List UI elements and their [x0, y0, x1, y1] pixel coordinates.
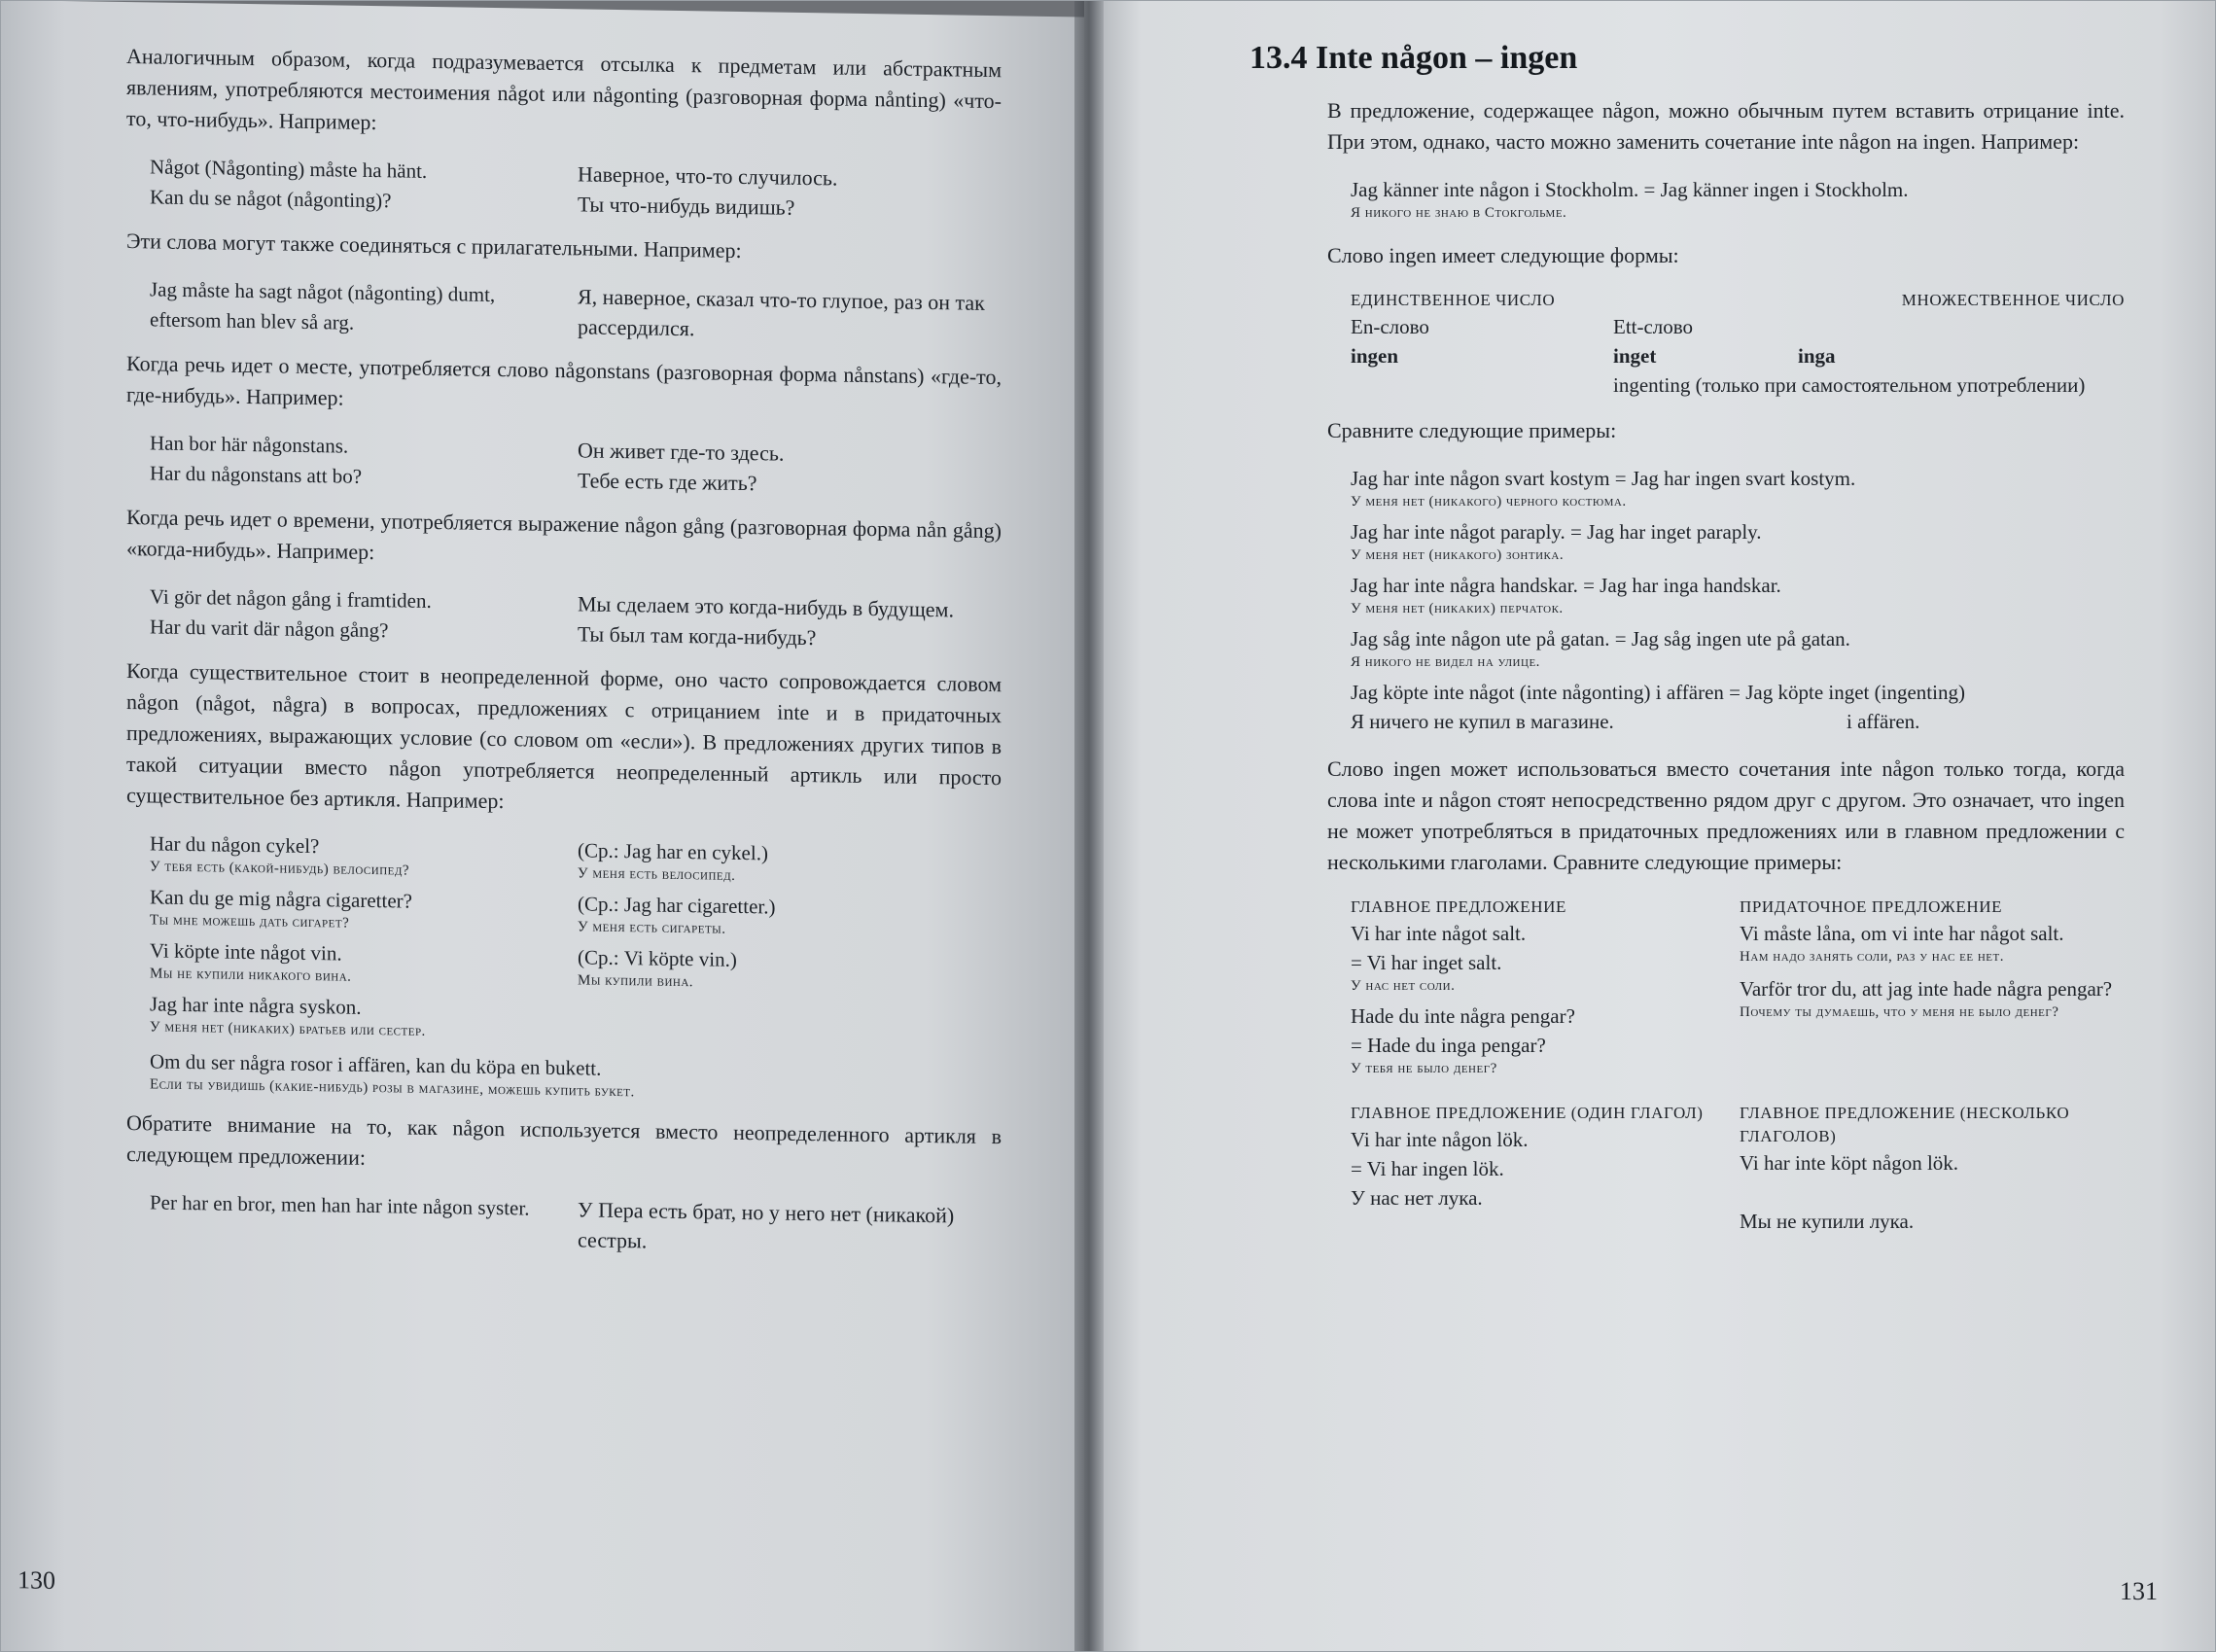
example-translation: У меня есть велосипед. [578, 865, 736, 884]
comparison-table-2 [1351, 1102, 2125, 1236]
table-sv: Vi måste låna, om vi inte har något salt. [1740, 922, 2064, 945]
example-item [578, 835, 1002, 896]
example-sv: Jag har inte några syskon. [150, 992, 362, 1019]
ett-extra-form: ingenting (только при самостоятельном употреблении) [1613, 373, 2086, 397]
right-page [1084, 0, 2216, 1652]
compare-sv: Jag har inte någon svart kostym = Jag har ingen svart kostym. [1351, 467, 1856, 490]
compare-list [1351, 464, 2125, 736]
example-item [1351, 175, 2125, 223]
compare-last-row [1351, 707, 2125, 736]
example-item [150, 989, 558, 1049]
several-verbs-header: ГЛАВНОЕ ПРЕДЛОЖЕНИЕ (НЕСКОЛЬКО ГЛАГОЛОВ) [1740, 1104, 2070, 1145]
example-sv: Jag måste ha sagt något (någonting) dumt, eftersom han blev så arg. [150, 277, 496, 334]
example-translation: У меня нет (никаких) братьев или сестер. [150, 1019, 426, 1039]
example-sv: Vi köpte inte något vin. [150, 938, 342, 966]
comparison-table-1 [1351, 896, 2125, 1084]
usage-paragraph: Слово ingen может использоваться вместо сочетания inte någon только тогда, когда слова inte и någon стоят непосредственно рядом друг с другом. Это означает, что ingen не может употребляться в придаточных предложениях или в главном предложении с несколькими глаголами. Сравните следующие примеры: [1327, 756, 2125, 874]
page-number: 130 [18, 1565, 55, 1595]
example-sv: Något (Någonting) måste ha hänt. [150, 155, 428, 183]
forms-value-row [1351, 341, 2125, 370]
left-page-text [126, 41, 1002, 1275]
example-item [578, 942, 1002, 1002]
table-translation: У тебя не было денег? [1351, 1061, 1497, 1076]
section-heading: 13.4 Inte någon – ingen [1249, 40, 1578, 76]
table-sv: Varför tror du, att jag inte hade några pengar? [1740, 977, 2113, 1001]
example-sv: Vi gör det någon gång i framtiden. [150, 584, 432, 613]
time-paragraph: Когда речь идет о времени, употребляется выражение någon gång (разговорная форма nån gång) «когда-нибудь». Например: [126, 505, 1002, 565]
example-ru: Ты что-нибудь видишь? [578, 192, 795, 220]
compare-sv: Jag har inte något paraply. = Jag har inget paraply. [1351, 520, 1762, 544]
singular-header: ЕДИНСТВЕННОЕ ЧИСЛО [1351, 291, 1556, 309]
example-ru: Тебе есть где жить? [578, 468, 757, 496]
main-clause-header: ГЛАВНОЕ ПРЕДЛОЖЕНИЕ [1351, 897, 1566, 916]
example-ru: Наверное, что-то случилось. [578, 161, 838, 191]
one-verb-header: ГЛАВНОЕ ПРЕДЛОЖЕНИЕ (ОДИН ГЛАГОЛ) [1351, 1104, 1704, 1122]
example-block [150, 1187, 1002, 1261]
forms-paragraph: Слово ingen имеет следующие формы: [1327, 243, 1679, 267]
subordinate-clause-header: ПРИДАТОЧНОЕ ПРЕДЛОЖЕНИЕ [1740, 897, 2003, 916]
plural-header: МНОЖЕСТВЕННОЕ ЧИСЛО [1901, 291, 2125, 309]
page-number: 131 [2120, 1577, 2158, 1605]
example-item [150, 882, 558, 942]
noun-paragraph: Когда существительное стоит в неопределенной форме, оно часто сопровождается словом någon (något, några) в вопросах, предложениях с отрицанием inte и в придаточных предложениях, выражающих условие (со словом om «если»). В предложениях других типов в такой ситуации вместо någon употребляется неопределенный артикль или просто существительное без артикля. Например: [126, 658, 1002, 814]
forms-header-row [1351, 289, 2125, 312]
example-translation: Мы не купили никакого вина. [150, 966, 352, 985]
example-ru: Я, наверное, сказал что-то глупое, раз он так рассердился. [578, 284, 985, 341]
example-item [578, 996, 1002, 1056]
note-paragraph: Обратите внимание на то, как någon используется вместо неопределенного артикля в следующем предложении: [126, 1110, 1002, 1170]
example-block [150, 428, 1002, 502]
en-label: En-слово [1351, 315, 1429, 338]
compare-tail: i affären. [1847, 710, 1920, 733]
plural-form: inga [1798, 344, 1836, 368]
table-translation: У нас нет лука. [1351, 1186, 1483, 1210]
example-translation: Мы купили вина. [578, 972, 694, 991]
example-sv: Per har en bror, men han har inte någon syster. [150, 1190, 530, 1220]
table-translation: У нас нет соли. [1351, 978, 1456, 994]
example-sv: Han bor här någonstans. [150, 431, 349, 458]
compare-translation: У меня нет (никаких) перчаток. [1351, 601, 1564, 616]
example-translation: У тебя есть (какой-нибудь) велосипед? [150, 859, 410, 879]
example-item [150, 828, 558, 889]
ett-label: Ett-слово [1613, 315, 1694, 338]
place-paragraph: Когда речь идет о месте, употребляется слово någonstans (разговорная форма nånstans) «где-то, где-нибудь». Например: [126, 351, 1002, 410]
table-sv: Hade du inte några pengar? [1351, 1004, 1575, 1028]
example-sv: Har du varit där någon gång? [150, 615, 389, 643]
example-block [150, 152, 1002, 226]
table-translation: Нам надо занять соли, раз у нас ее нет. [1740, 949, 2004, 965]
example-compare: (Ср.: Jag har en cykel.) [578, 838, 768, 865]
compare-sv: Jag köpte inte något (inte någonting) i affären = Jag köpte inget (ingenting) [1351, 681, 1965, 704]
compare-translation: Я ничего не купил в магазине. [1351, 710, 1614, 733]
table-sv: Vi har inte någon lök. [1351, 1128, 1529, 1151]
example-block [150, 274, 1002, 348]
example-compare: (Ср.: Vi köpte vin.) [578, 945, 737, 971]
right-page-text [1249, 39, 2125, 1236]
example-ru: Он живет где-то здесь. [578, 438, 785, 466]
example-sv: Kan du ge mig några cigaretter? [150, 885, 412, 913]
intro-paragraph: Аналогичным образом, когда подразумевается отсылка к предметам или абстрактным явлениям, употребляются местоимения något или någonting (разговорная форма nånting) «что-то, что-нибудь». Например: [126, 44, 1002, 135]
example-block [150, 581, 1002, 655]
example-block [150, 828, 1002, 1056]
forms-label-row [1351, 312, 2125, 341]
table-sv: = Hade du inga pengar? [1351, 1034, 1546, 1057]
intro-paragraph: В предложение, содержащее någon, можно обычным путем вставить отрицание inte. При этом, однако, часто можно заменить сочетание inte någon на ingen. Например: [1327, 98, 2125, 154]
compare-translation: Я никого не видел на улице. [1351, 654, 1540, 670]
book-gutter [1074, 0, 1104, 1652]
one-verb-column [1351, 1102, 1720, 1236]
table-sv: Vi har inte något salt. [1351, 922, 1527, 945]
example-translation: У меня есть сигареты. [578, 919, 726, 937]
compare-translation: У меня нет (никакого) зонтика. [1351, 547, 1565, 563]
example-ru: У Пера есть брат, но у него нет (никакой) сестры. [578, 1197, 955, 1253]
forms-table [1351, 289, 2125, 400]
example-item [150, 1046, 1002, 1107]
example-sv: Har du någonstans att bo? [150, 461, 363, 488]
example-sv: Har du någon cykel? [150, 831, 320, 859]
example-translation: Если ты увидишь (какие-нибудь) розы в магазине, можешь купить букет. [150, 1076, 635, 1101]
table-sv: Vi har inte köpt någon lök. [1740, 1151, 1959, 1175]
example-translation: Ты мне можешь дать сигарет? [150, 912, 350, 931]
example-compare: (Ср.: Jag har cigaretter.) [578, 892, 776, 919]
example-sv: Kan du se något (någonting)? [150, 185, 392, 213]
adjective-paragraph: Эти слова могут также соединяться с прилагательными. Например: [126, 228, 742, 263]
en-form: ingen [1351, 344, 1399, 368]
example-ru: Ты был там когда-нибудь? [578, 621, 817, 650]
example-sv: Jag känner inte någon i Stockholm. = Jag känner ingen i Stockholm. [1351, 178, 1909, 201]
table-sv: = Vi har ingen lök. [1351, 1157, 1504, 1180]
several-verbs-column [1740, 1102, 2125, 1236]
compare-paragraph: Сравните следующие примеры: [1327, 418, 1617, 442]
example-sv: Om du ser några rosor i affären, kan du köpa en bukett. [150, 1049, 602, 1080]
ett-form: inget [1613, 344, 1657, 368]
compare-sv: Jag såg inte någon ute på gatan. = Jag såg ingen ute på gatan. [1351, 627, 1850, 650]
example-item [578, 889, 1002, 949]
example-translation: Я никого не знаю в Стокгольме. [1351, 205, 1567, 221]
main-clause-column [1351, 896, 1720, 1084]
section-body [1249, 95, 2125, 1236]
subordinate-clause-column [1740, 896, 2125, 1084]
example-ru: Мы сделаем это когда-нибудь в будущем. [578, 591, 954, 622]
compare-translation: У меня нет (никакого) черного костюма. [1351, 494, 1627, 510]
left-page [0, 0, 1089, 1652]
example-item [150, 935, 558, 996]
table-sv: = Vi har inget salt. [1351, 951, 1502, 974]
compare-sv: Jag har inte några handskar. = Jag har inga handskar. [1351, 574, 1781, 597]
table-translation: Мы не купили лука. [1740, 1210, 1915, 1233]
table-translation: Почему ты думаешь, что у меня не было денег? [1740, 1004, 2059, 1020]
